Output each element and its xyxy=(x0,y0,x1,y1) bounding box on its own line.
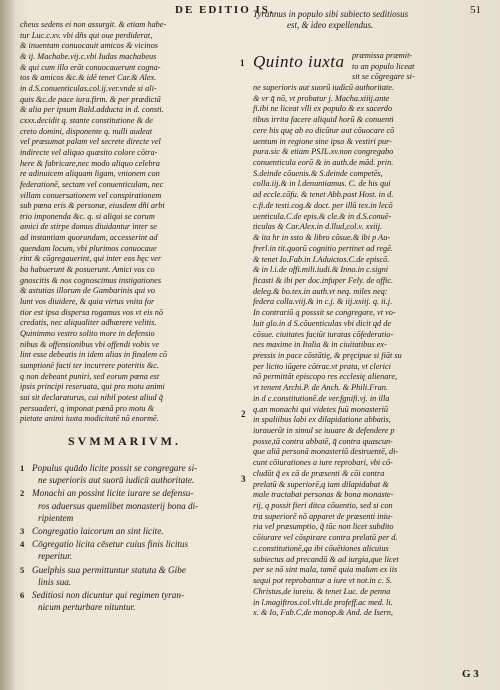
text-line: sui sit declaraturus, cui nihil potest aliud q̃ xyxy=(20,392,163,402)
text-line: & inuentam conuocauit amicos & vicinos xyxy=(20,41,159,51)
text-line: uenticula.C.de epis.& cle.& in d.S.conuē- xyxy=(253,211,392,221)
text-line: tra superiorē nō apparet de præsenti iniu- xyxy=(253,511,393,521)
summarium-item xyxy=(20,487,250,524)
summarium-line: Populus quādo licite possit se congregare si- xyxy=(32,463,198,473)
text-line: prelatū & superiorē,q iam dilapidabat & xyxy=(253,479,389,489)
summarium-item xyxy=(20,538,250,562)
text-line: credatis, nec aliqualiter adhærere velitis. xyxy=(20,318,157,328)
text-line: indirecte vel aliquo quæsito colore cōtra- xyxy=(20,147,158,157)
text-line: vel præsumat palam vel secrete directe vel xyxy=(20,137,161,147)
text-line: tior est ipsa dispersa rogamus vos vt eis nō xyxy=(20,307,164,317)
text-line: cōsue. ciuitates faciūt iuratas cōfederatio- xyxy=(253,329,394,339)
text-line: sequi pot reprobantur a iure vt not.in c. S. xyxy=(253,576,392,586)
text-line: & astutias illorum de Gambarinis qui vo xyxy=(20,286,156,296)
summarium-item xyxy=(20,589,250,613)
text-line: ad instantiam quorundam, accesserint ad xyxy=(20,233,158,243)
text-line: nibus & offensionibus vbi offendi vobis ve xyxy=(20,339,160,349)
text-line: pietate animi iuxta modicitatē nō enormē. xyxy=(20,414,159,424)
text-line: trio imponenda &c. q. si aliqui se corum xyxy=(20,211,155,221)
text-line: federa colla.viij.& in c.j. & iij.xxiij. q. ii.j. xyxy=(253,297,393,307)
quinto-line: sit se cōgregare si- xyxy=(352,72,415,82)
text-line: c.fi.de testi.cog.& doct. per illū tex.in lecō xyxy=(253,200,393,210)
text-line: sub pœna eris & personæ, eiusdem dñi arbi xyxy=(20,201,165,211)
text-line: rint & cōgregauerint, qui inter eos hęc ver xyxy=(20,254,162,264)
margin-number: 1 xyxy=(240,58,245,68)
text-line: in l.magiftros.col.vlti.de profeff.ac med. li. xyxy=(253,597,393,607)
catchword: G 3 xyxy=(462,668,479,680)
quinto-rest xyxy=(352,51,492,83)
summarium-number: 5 xyxy=(20,564,25,575)
text-line: & qui cum illo erāt conuocauerunt cogna- xyxy=(20,62,161,72)
text-line: uentum in regione sine ipso & vestiri pur- xyxy=(253,136,392,146)
text-line: per se nō sint mala, tamē quia malum ex iis xyxy=(253,565,398,575)
quinto-line: to an populo liceat xyxy=(352,61,415,71)
text-line: luit glo.in d S.cōuenticulas vbi dicit qd de xyxy=(253,318,392,328)
text-line: & in l.i.de offi.mili.iudi.& Inno.in c.signi xyxy=(253,265,389,275)
summarium-line: Monachi an possint licite iurare se defensu- xyxy=(32,488,194,499)
summarium-line: linis sua. xyxy=(38,576,72,587)
summarium-line: ripientem xyxy=(38,512,74,523)
text-line: in d.S.conuenticulas.col.ij.ver.vnde si ali- xyxy=(20,83,157,93)
text-line: In contrariū q posssit se congregare, vt vo- xyxy=(253,308,396,318)
text-line: ficasti & ibi per doc.infuper Fely. de offic. xyxy=(253,275,394,285)
text-line: tibus irrita facere aliquid horū & conuenti xyxy=(253,115,394,125)
summarium-line: ros aduersus quemlibet monasterij bona di- xyxy=(38,500,199,511)
running-header xyxy=(0,3,500,19)
text-line: iurauerūt in simul se iuuare & defendere p xyxy=(253,426,395,435)
running-title: DE EDITIO IS. xyxy=(175,4,275,16)
text-line: creto domini, disponente q. nulli audeat xyxy=(20,126,153,136)
page-gutter xyxy=(0,0,14,690)
text-line: S.deinde cōuenis.& S.deinde competēs, xyxy=(253,168,383,178)
text-line: ne superioris aut suorū iudicū authoritate. xyxy=(253,83,395,92)
text-line: colla.iij.& in l.denuntiamus. C. de his qui xyxy=(253,179,391,189)
intro-line: est, & ideo expellendus. xyxy=(287,20,374,30)
text-line: cheus sedens ei non assurgit. & etiam habe- xyxy=(20,20,167,29)
text-line: in spaliibus labi ex dilapidatione abbatis, xyxy=(253,415,391,425)
text-line: amici de stirpe domus diuidantur inter se xyxy=(20,222,157,232)
summarium-line: reperitur. xyxy=(38,551,73,562)
text-line: re adinuicem aliquam ligam, vnionem con xyxy=(20,169,160,179)
text-line: cere his quę ab eo dicūtur aut cōuocare cō xyxy=(253,125,395,135)
text-line: posse,tā contra abbatē, q̄ contra quascun- xyxy=(253,436,393,446)
left-column-text xyxy=(20,20,250,425)
text-line: nes maxime in Italia & in ciuitatibus ex- xyxy=(253,340,387,350)
summarium-line: ne superioris aut suorū iudicū authoritate. xyxy=(38,475,195,486)
summarium-line: Seditiosi non dicuntur qui regimen tyran- xyxy=(32,590,185,601)
summarium-item xyxy=(20,525,250,537)
text-line: lunt vos diuidere, & quia virtus vnita for xyxy=(20,297,155,307)
text-line: here & fabricare,nec modo aliquo celebra xyxy=(20,158,160,168)
text-line: lint esse debeatis in idem alias in finalem cō xyxy=(20,350,168,360)
text-line: & vr q̄ nō, vt probatur j. Macha.xiiij.ante xyxy=(253,93,390,103)
summarium-line: Cōgregatio licita cēsetur cuius finis licitus xyxy=(32,539,189,550)
summarium-item xyxy=(20,564,250,588)
text-line: & alia per ipsum Bald.adducta in d. consti. xyxy=(20,105,164,115)
summarium-line: Congregatio laicorum an sint licite. xyxy=(32,526,164,537)
text-line: persuaderi, q imponat pœnā pro motu & xyxy=(20,403,155,413)
text-line: cxxx.decidit q. stante constitutione & de xyxy=(20,115,153,125)
text-line: fi.ibi ne liceat vlli ex populo & ex sacerdo xyxy=(253,104,393,114)
text-line: & tenet Io.Fab.in I.Aduictos.C.de episcō. xyxy=(253,254,390,264)
folio-number: 51 xyxy=(470,4,481,16)
text-line: vt tenent Archi.P. de Anch. & Phili.Fran. xyxy=(253,383,388,393)
summarium-number: 6 xyxy=(20,590,25,601)
text-line: x. & Io, Fab.C,de monop.& And. de Isern, xyxy=(253,608,393,618)
text-line: pura.sic & etiam PSJL.xv.non congregabo xyxy=(253,147,394,157)
right-intro xyxy=(253,9,408,31)
text-line: Christus,de iureiu. & tenet Luc. de penna xyxy=(253,586,391,596)
text-line: nō permittāt episcopo res ecclesię alienare, xyxy=(253,372,398,382)
text-line: ad eccle.cōfu. & tenet Abb.post Host. in d. xyxy=(253,190,394,200)
text-line: ba habuerunt & posuerunt. Amici vos co xyxy=(20,265,155,275)
right-column-text xyxy=(253,83,485,619)
text-line: in d c.constitutionē.de ver.fgnifi.vj. in illa xyxy=(253,393,390,403)
text-line: pressis in pace cōstātię, & pręcipue si fiāt su xyxy=(253,350,402,360)
summarium-number: 1 xyxy=(20,463,25,473)
text-line: deleg.& bo.tex.in auth.vt neq. miles neq: xyxy=(253,286,388,296)
summarium-number: 2 xyxy=(20,488,25,499)
summarium-line: Guelphis sua permittuntur statuta & Gibe xyxy=(32,564,186,575)
quinto-line: præmissa præmit- xyxy=(352,51,413,60)
text-line: cunt cōiurationes a iure reprobari, vbi cō- xyxy=(253,458,393,468)
summarium-number: 4 xyxy=(20,539,25,550)
intro-line: Tyrannus in populo sibi subiecto seditiosus xyxy=(253,9,409,19)
summarium-number: 3 xyxy=(20,526,25,537)
text-line: gnoscitis & nos cognoscimus instigationes xyxy=(20,275,162,285)
text-line: q.an monachi qui videtes fuū monasteriū xyxy=(253,404,389,414)
text-line: federationē, sectam vel conuenticulam, nec xyxy=(20,179,164,189)
summarium-heading: SVMMARIVM. xyxy=(68,434,181,448)
summarium-list xyxy=(20,462,250,614)
text-line: q non debeant puniri, sed eorum pœna est xyxy=(20,371,160,381)
text-line: villam conuersationem vel conspirationem xyxy=(20,190,162,200)
margin-number: 2 xyxy=(241,409,246,419)
text-line: quendam locum, vbi plurimos conuocaue xyxy=(20,243,157,253)
text-line: que aliā personā monasteriū destruentē, di- xyxy=(253,447,399,457)
text-line: ipsis principi reseruata, qui pro motu animi xyxy=(20,382,165,392)
text-line: ria vel præsumptio, q̃ tūc non licet subdito xyxy=(253,522,394,532)
summarium-item xyxy=(20,462,250,486)
text-line: per licito iūgere cōtrac.vt prata, vt clerici xyxy=(253,361,391,371)
text-line: sumptionē facti ter incurrere poteritis &c. xyxy=(20,361,160,370)
text-line: ticulas & Car.Alex.in d.llud,col.v. xxiij. xyxy=(253,222,383,232)
text-line: tos & amicos &c.& idē tenet Car.& Alex. xyxy=(20,73,157,83)
text-line: quis &c.de pace iura.firm. & per prædictā xyxy=(20,94,161,104)
text-line: male tractabat personas & bona monaste- xyxy=(253,490,394,500)
text-line: Quinimmo vestro solito more in defensio xyxy=(20,329,155,339)
text-line: rij, q possit fieri ditca cōuentio, sed si con xyxy=(253,501,393,511)
text-line: cōiurare vel cōspirare contra prelatū per d. xyxy=(253,533,398,543)
text-line: conuenticula eorū & in auth.de mād. prin. xyxy=(253,158,394,168)
summarium-line: nicum perturbare nituntur. xyxy=(38,602,136,613)
text-line: cludūt q̃ ex cā de præsenti & cōi contra xyxy=(253,468,385,478)
text-line: & ita hr in ssto & libro cōsue.& ibi p Au- xyxy=(253,233,391,243)
text-line: frerl.in tit.quorū cognitio pertinet ad regē. xyxy=(253,243,393,253)
text-line: tur Luc.c.xv. vbi dñs qui oue perdiderat, xyxy=(20,30,153,40)
text-line: subiectus ad precandū & ad iurgia,que licet xyxy=(253,554,399,564)
quinto-heading: Quinto iuxta xyxy=(253,52,345,71)
margin-number: 3 xyxy=(241,474,246,484)
text-line: c.constitutionē,qa ibi cōuētiones alicuius xyxy=(253,543,389,553)
text-line: & ij. Machabe.vij.c.vbi Iudas machabeus xyxy=(20,51,157,61)
